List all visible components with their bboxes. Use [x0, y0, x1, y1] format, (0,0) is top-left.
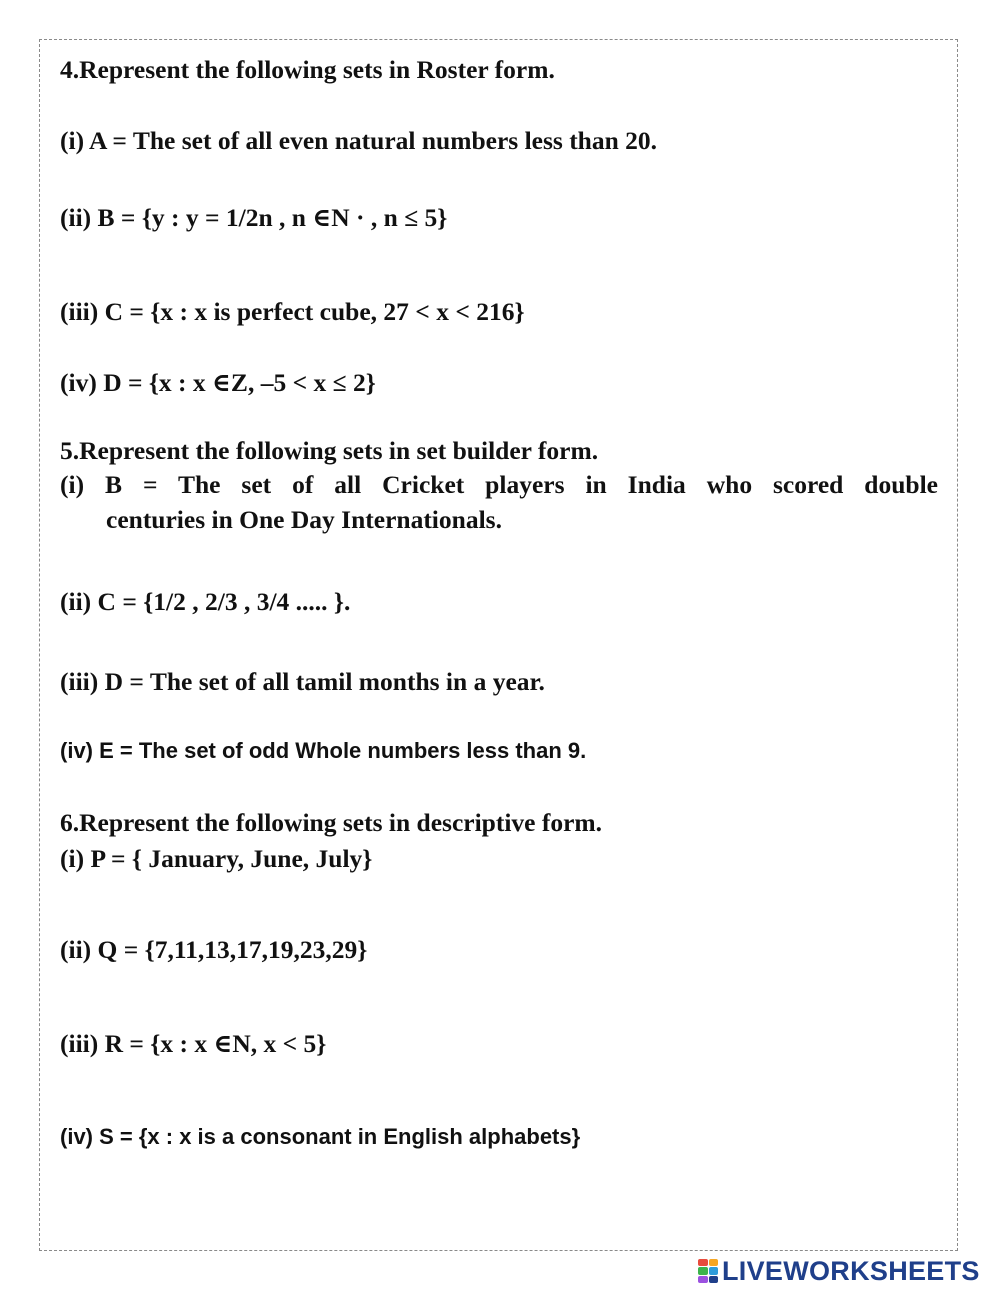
- q4-item-i: (i) A = The set of all even natural numbers less than 20.: [60, 126, 658, 155]
- q5-item-iv: (iv) E = The set of odd Whole numbers less than 9.: [60, 738, 587, 763]
- q6-item-ii: (ii) Q = {7,11,13,17,19,23,29}: [60, 935, 368, 964]
- q5-item-ii: (ii) C = {1/2 , 2/3 , 3/4 ..... }.: [60, 587, 351, 616]
- q6-item-i: (i) P = { January, June, July}: [60, 844, 373, 873]
- q5-item-i-line2: centuries in One Day Internationals.: [106, 505, 502, 534]
- q5-item-i-line1: (i) B = The set of all Cricket players in India who scored double: [60, 470, 938, 499]
- q4-item-ii: (ii) B = {y : y = 1/2n , n ∈N · , n ≤ 5}: [60, 203, 448, 232]
- q5-heading: 5.Represent the following sets in set builder form.: [60, 436, 599, 465]
- q6-item-iii: (iii) R = {x : x ∈N, x < 5}: [60, 1029, 327, 1058]
- q4-item-iv: (iv) D = {x : x ∈Z, –5 < x ≤ 2}: [60, 368, 376, 397]
- liveworksheets-logo: [698, 1256, 980, 1286]
- q4-heading: 4.Represent the following sets in Roster form.: [60, 55, 555, 84]
- q6-item-iv: (iv) S = {x : x is a consonant in English alphabets}: [60, 1124, 581, 1149]
- q6-heading: 6.Represent the following sets in descriptive form.: [60, 808, 603, 837]
- liveworksheets-brand-text: LIVEWORKSHEETS: [722, 1255, 980, 1286]
- q5-item-iii: (iii) D = The set of all tamil months in a year.: [60, 667, 545, 696]
- liveworksheets-logo-icon: [698, 1259, 718, 1283]
- q4-item-iii: (iii) C = {x : x is perfect cube, 27 < x < 216}: [60, 297, 525, 326]
